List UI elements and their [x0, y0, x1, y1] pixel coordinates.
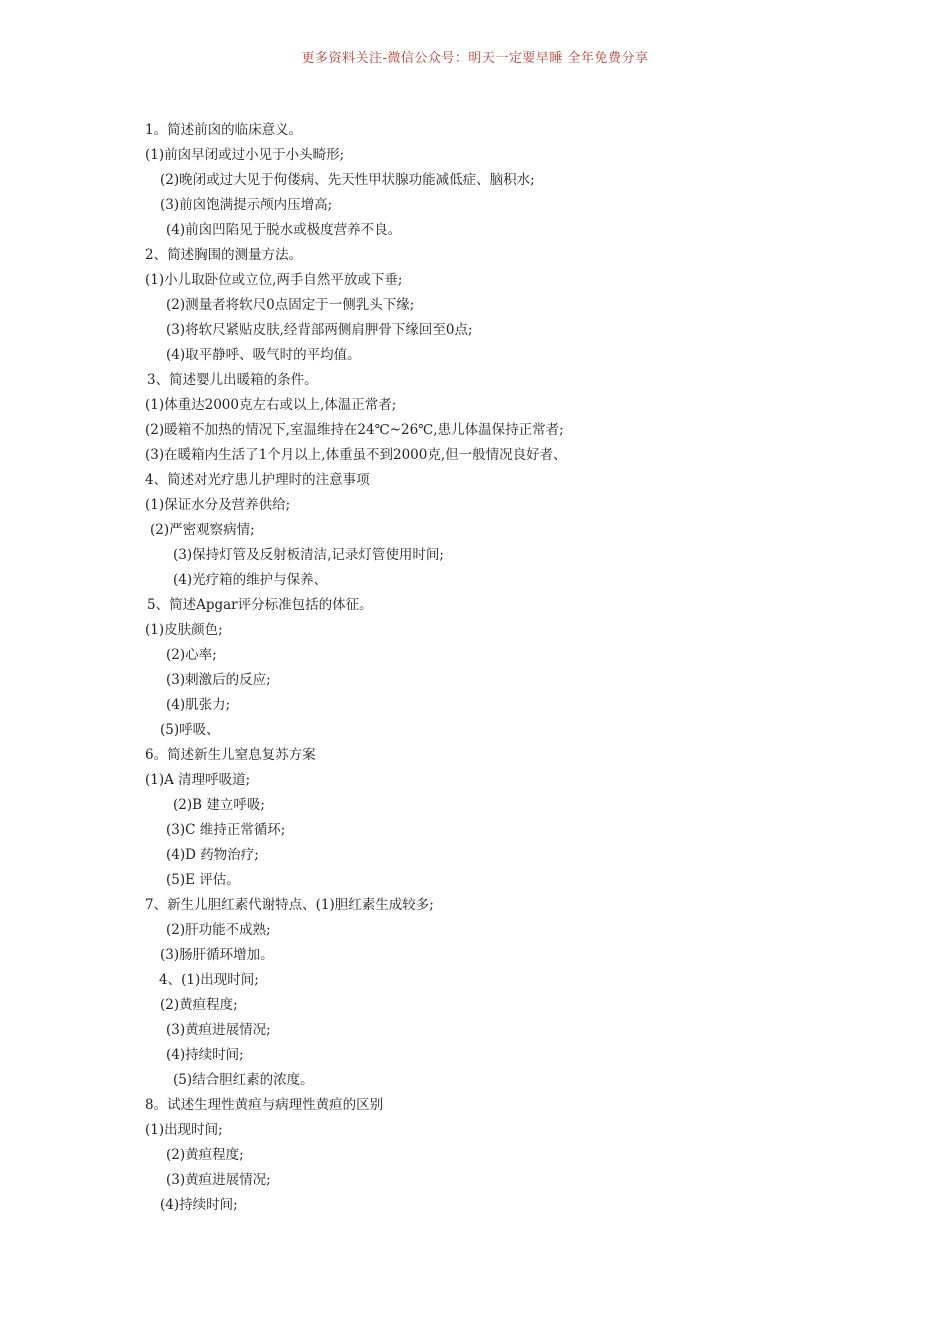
answer-item: (1)A 清理呼吸道; — [145, 772, 251, 788]
answer-item: (3)前囟饱满提示颅内压增高; — [160, 197, 333, 213]
answer-item: (4)取平静呼、吸气时的平均值。 — [166, 347, 361, 363]
answer-item: (3)黄疸进展情况; — [166, 1022, 271, 1038]
answer-item: (2)暖箱不加热的情况下,室温维持在24℃~26℃,患儿体温保持正常者; — [145, 422, 564, 438]
answer-item: (4)肌张力; — [166, 697, 231, 713]
answer-item: (2)严密观察病情; — [150, 522, 255, 538]
answer-item: (2)心率; — [166, 647, 217, 663]
answer-item: (5)E 评估。 — [166, 872, 240, 888]
answer-item: (3)黄疸进展情况; — [166, 1172, 271, 1188]
answer-item: (4)持续时间; — [166, 1047, 244, 1063]
question-heading: 6。简述新生儿窒息复苏方案 — [145, 747, 316, 763]
answer-item: (2)黄疸程度; — [160, 997, 238, 1013]
answer-item: (2)黄疸程度; — [166, 1147, 244, 1163]
question-heading: 2、简述胸围的测量方法。 — [145, 247, 303, 263]
answer-item: (4)光疗箱的维护与保养、 — [173, 572, 328, 588]
answer-item: (3)保持灯管及反射板清洁,记录灯管使用时间; — [173, 547, 444, 563]
question-heading: 1。简述前囟的临床意义。 — [145, 122, 303, 138]
answer-item: (1)保证水分及营养供给; — [145, 497, 291, 513]
question-heading: 8。试述生理性黄疸与病理性黄疸的区别 — [145, 1097, 384, 1113]
answer-item: (3)肠肝循环增加。 — [160, 947, 274, 963]
answer-item: (1)体重达2000克左右或以上,体温正常者; — [145, 397, 397, 413]
question-heading: 4、简述对光疗患儿护理时的注意事项 — [145, 472, 370, 488]
question-heading: 5、简述Apgar评分标准包括的体征。 — [147, 597, 373, 613]
page-header: 更多资料关注-微信公众号：明天一定要早睡 全年免费分享 — [301, 51, 649, 66]
answer-item: (2)B 建立呼吸; — [173, 797, 265, 813]
answer-item: (1)出现时间; — [145, 1122, 223, 1138]
answer-item: (1)小儿取卧位或立位,两手自然平放或下垂; — [145, 272, 403, 288]
answer-item: (3)将软尺紧贴皮肤,经背部两侧肩胛骨下缘回至0点; — [166, 322, 473, 338]
answer-item: (2)晚闭或过大见于佝偻病、先天性甲状腺功能减低症、脑积水; — [160, 172, 535, 188]
answer-item: (5)呼吸、 — [160, 722, 220, 738]
answer-item: (4)持续时间; — [160, 1197, 238, 1213]
answer-item: (3)刺激后的反应; — [166, 672, 271, 688]
answer-item: (1)前囟早闭或过小见于小头畸形; — [145, 147, 345, 163]
answer-item: (3)C 维持正常循环; — [166, 822, 286, 838]
answer-item: (2)测量者将软尺0点固定于一侧乳头下缘; — [166, 297, 415, 313]
answer-item: (4)D 药物治疗; — [166, 847, 259, 863]
answer-item: (2)肝功能不成熟; — [166, 922, 271, 938]
question-heading: 3、简述婴儿出暖箱的条件。 — [147, 372, 318, 388]
answer-item: (4)前囟凹陷见于脱水或极度营养不良。 — [166, 222, 402, 238]
question-heading: 7、新生儿胆红素代谢特点、(1)胆红素生成较多; — [145, 897, 434, 913]
answer-item: (5)结合胆红素的浓度。 — [173, 1072, 314, 1088]
answer-item: 4、(1)出现时间; — [159, 972, 259, 988]
answer-item: (1)皮肤颜色; — [145, 622, 223, 638]
answer-item: (3)在暖箱内生活了1个月以上,体重虽不到2000克,但一般情况良好者、 — [145, 447, 567, 463]
